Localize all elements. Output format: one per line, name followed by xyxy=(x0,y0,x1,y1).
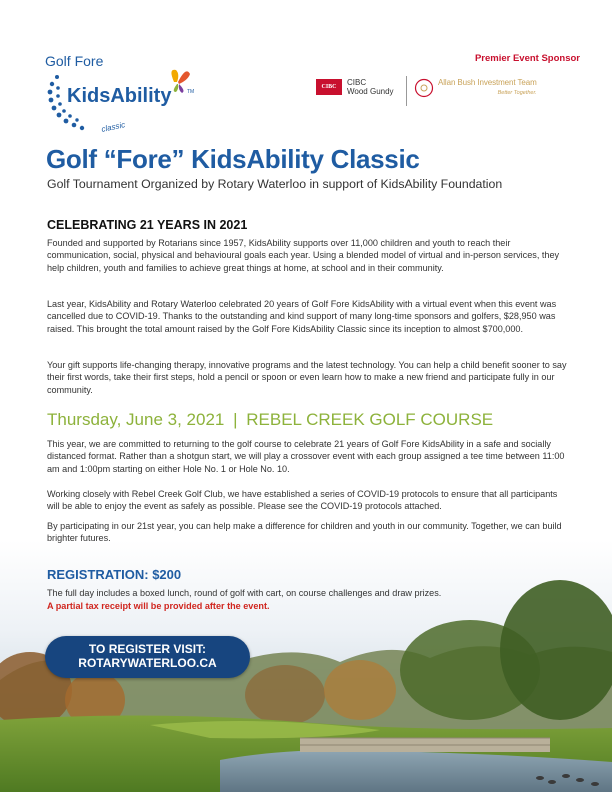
cibc-box-icon: CIBC xyxy=(316,79,342,95)
date-separator: | xyxy=(233,410,238,429)
cibc-line2: Wood Gundy xyxy=(347,87,394,96)
event-paragraph-2: Working closely with Rebel Creek Golf Club, we have established a series of COVID-19 protocols to ensure that all participants will be able to enjoy the event as safely as possible. Please see the COVID-19 protocols attached. xyxy=(47,489,558,512)
logo-trademark: TM xyxy=(187,89,195,95)
allan-bush-team-logo xyxy=(414,78,537,98)
cibc-line1: CIBC xyxy=(347,78,367,87)
event-venue: REBEL CREEK GOLF COURSE xyxy=(246,410,494,429)
ring-icon xyxy=(414,78,434,98)
celebrating-heading: CELEBRATING 21 YEARS IN 2021 xyxy=(47,218,248,232)
register-button-line2: ROTARYWATERLOO.CA xyxy=(78,656,217,670)
premier-sponsor-label: Premier Event Sponsor xyxy=(474,53,580,64)
golf-fore-kidsability-logo xyxy=(40,44,210,140)
logo-golf-fore: Golf Fore xyxy=(45,53,104,69)
page-subtitle: Golf Tournament Organized by Rotary Waterloo in support of KidsAbility Foundation xyxy=(47,177,503,191)
event-date-line xyxy=(47,410,493,430)
team-tagline: Better Together. xyxy=(497,90,537,96)
sponsor-divider xyxy=(406,76,407,106)
registration-heading: REGISTRATION: $200 xyxy=(47,567,182,582)
logo-kidsability: KidsAbility xyxy=(67,85,172,107)
celebrating-paragraph-3: Your gift supports life-changing therapy, innovative programs and the latest technology. You can help a child benefit sooner to say their first words, take their first steps, hold a pencil or spoon or even learn how to make a new friend and participate fully in our community. xyxy=(47,360,567,395)
logo-classic: classic xyxy=(100,120,126,134)
team-name: Allan Bush Investment Team xyxy=(438,78,537,87)
event-date: Thursday, June 3, 2021 xyxy=(47,410,225,429)
celebrating-paragraph-2: Last year, KidsAbility and Rotary Waterloo celebrated 20 years of Golf Fore KidsAbility with a virtual event when this event was cancelled due to COVID-19. Thanks to the outstanding and kind support of many long-time sponsors and golfers, $28,950 was raised. This brought the total amount raised by the Golf Fore KidsAbility Classic since its inception to almost $700,000. xyxy=(47,299,557,334)
tax-receipt-note: A partial tax receipt will be provided after the event. xyxy=(47,601,270,611)
event-paragraph-3: By participating in our 21st year, you can help make a difference for children and youth in our community. Together, we can build brighter futures. xyxy=(47,521,562,544)
registration-description: The full day includes a boxed lunch, round of golf with cart, on course challenges and draw prizes. xyxy=(47,588,442,598)
register-button-line1: TO REGISTER VISIT: xyxy=(88,642,207,656)
event-paragraph-1: This year, we are committed to returning to the golf course to celebrate 21 years of Golf Fore KidsAbility in a safe and socially distanced format. Rather than a shotgun start, we will play a crossover event with each group assigned a tee time between 11:00 am and 1:00pm starting on either Hole No. 1 or Hole No. 10. xyxy=(47,439,565,474)
celebrating-paragraph-1: Founded and supported by Rotarians since 1957, KidsAbility supports over 11,000 children and youth to reach their communication, social, physical and behavioural goals each year. Using a blended model of virtual and in-person services, they help children, youth and families to achieve great things at home, at school and in their community. xyxy=(47,238,560,273)
cibc-wood-gundy-logo xyxy=(316,78,394,96)
register-button[interactable] xyxy=(45,636,250,678)
page-title: Golf “Fore” KidsAbility Classic xyxy=(46,144,420,174)
